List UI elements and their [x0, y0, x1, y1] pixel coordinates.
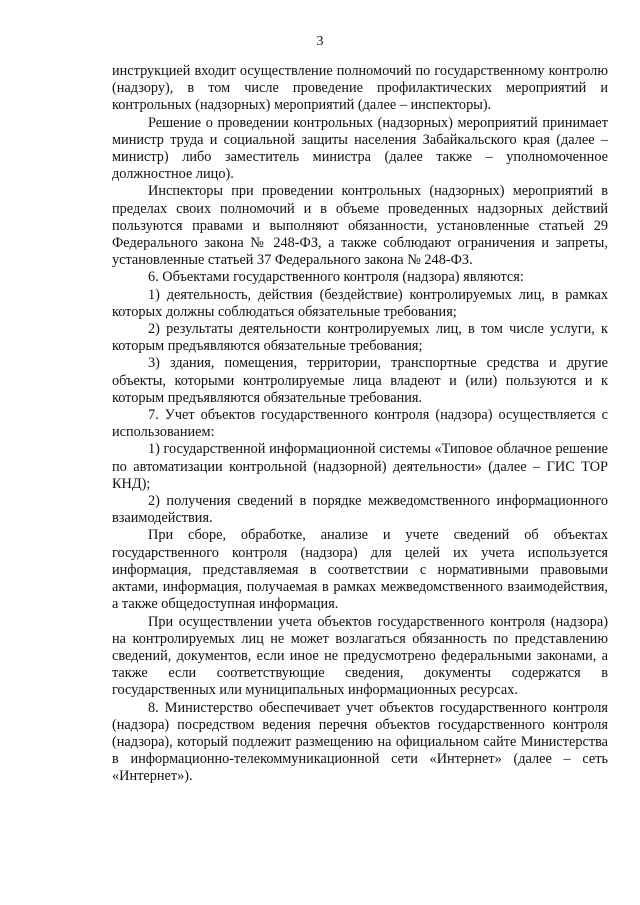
paragraph-item-8: 8. Министерство обеспечивает учет объектов государственного контроля (надзора) посредством ведения перечня объектов государственного контроля (надзора), который подлежит размещению на официальном сайте Министерства в информационно-телекоммуникационной сети «Интернет» (далее – сеть «Интернет»). — [112, 699, 608, 785]
paragraph-item-6-2: 2) результаты деятельности контролируемых лиц, в том числе услуги, к которым предъявляются обязательные требования; — [112, 321, 608, 355]
paragraph-item-7: 7. Учет объектов государственного контроля (надзора) осуществляется с использованием: — [112, 407, 608, 441]
paragraph-inspector-rights: Инспекторы при проведении контрольных (надзорных) мероприятий в пределах своих полномочий и в объеме проведенных надзорных действий пользуются правами и выполняют обязанности, установленные статьей 29 Федерального закона № 248-ФЗ, а также соблюдают ограничения и запреты, установленные статьей 37 Федерального закона № 248-ФЗ. — [112, 183, 608, 269]
paragraph-item-7-2: 2) получения сведений в порядке межведомственного информационного взаимодействия. — [112, 493, 608, 527]
paragraph-information-collection: При сборе, обработке, анализе и учете сведений об объектах государственного контроля (надзора) для целей их учета используется информация, представляемая в соответствии с нормативными правовыми актами, информация, получаемая в рамках межведомственного взаимодействия, а также общедоступная информация. — [112, 527, 608, 613]
paragraph-item-6-3: 3) здания, помещения, территории, транспортные средства и другие объекты, которыми контролируемые лица владеют и (или) пользуются и к которым предъявляются обязательные требования. — [112, 355, 608, 406]
paragraph-item-6: 6. Объектами государственного контроля (надзора) являются: — [148, 269, 524, 286]
paragraph-item-6-1: 1) деятельность, действия (бездействие) контролируемых лиц, в рамках которых должны соблюдаться обязательные требования; — [112, 286, 608, 320]
paragraph-inspectors-definition: инструкцией входит осуществление полномочий по государственному контролю (надзору), в том числе проведение профилактических мероприятий и контрольных (надзорных) мероприятий (далее – инспекторы). — [112, 63, 608, 114]
page-number: 3 — [316, 34, 324, 49]
paragraph-no-obligation: При осуществлении учета объектов государственного контроля (надзора) на контролируемых лиц не может возлагаться обязанность по представлению сведений, документов, если иное не предусмотрено федеральными законами, а также если соответствующие сведения, документы содержатся в государственных или муниципальных информационных ресурсах. — [112, 613, 608, 699]
document-body — [112, 63, 608, 786]
paragraph-decision: Решение о проведении контрольных (надзорных) мероприятий принимает министр труда и социальной защиты населения Забайкальского края (далее – министр) либо заместитель министра (далее также – уполномоченное должностное лицо). — [112, 114, 608, 183]
paragraph-item-7-1: 1) государственной информационной системы «Типовое облачное решение по автоматизации контрольной (надзорной) деятельности» (далее – ГИС ТОР КНД); — [112, 441, 608, 492]
